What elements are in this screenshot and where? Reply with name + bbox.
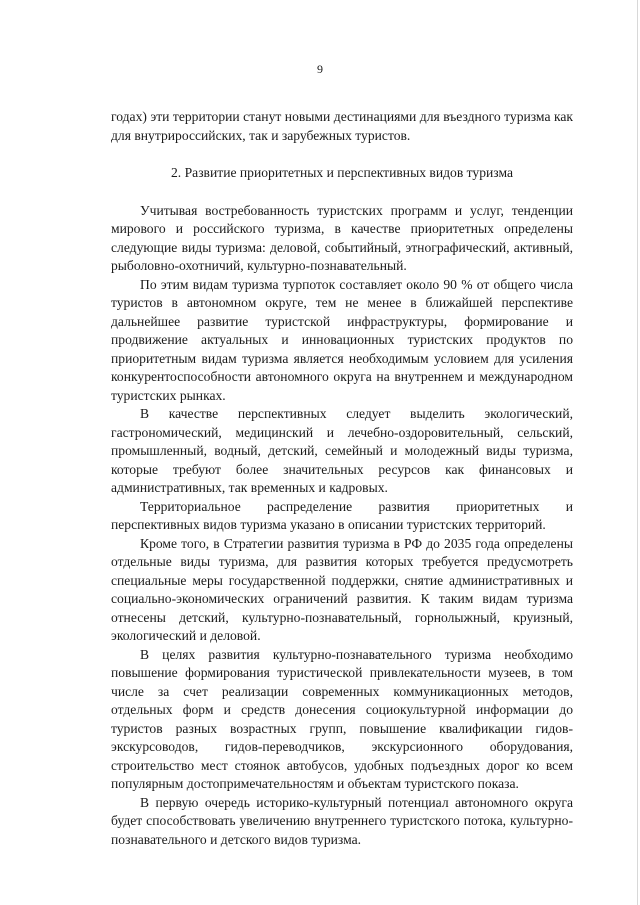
paragraph: Территориальное распределение развития приоритетных и перспективных видов туризма указано в описании туристских территорий. [111, 498, 573, 532]
document-body [111, 108, 573, 849]
paragraph-continuation: годах) эти территории станут новыми дестинациями для въездного туризма как для внутрироссийских, так и зарубежных туристов. [111, 109, 573, 143]
paragraph: В целях развития культурно-познавательного туризма необходимо повышение формирования туристической привлекательности музеев, в том числе за счет реализации современных коммуникационных методов, отдельных форм и средств донесения социокультурной информации до туристов разных возрастных групп, повышение квалификации гидов-экскурсоводов, гидов-переводчиков, экскурсионного оборудования, строительство мест стоянок автобусов, удобных подъездных дорог ко всем популярным достопримечательностям и объектам туристского показа. [111, 646, 573, 791]
paragraph: В первую очередь историко-культурный потенциал автономного округа будет способствовать увеличению внутреннего туристского потока, культурно-познавательного и детского видов туризма. [111, 794, 573, 847]
paragraph: В качестве перспективных следует выделить экологический, гастрономический, медицинский и лечебно-оздоровительный, сельский, промышленный, водный, детский, семейный и молодежный виды туризма, которые требуют более значительных ресурсов как финансовых и административных, так временных и кадровых. [111, 406, 573, 495]
paragraph: По этим видам туризма турпоток составляет около 90 % от общего числа туристов в автономном округе, тем не менее в ближайшей перспективе дальнейшее развитие туристской инфраструктуры, формирование и продвижение актуальных и инновационных туристских продуктов по приоритетным видам туризма является необходимым условием для усиления конкурентоспособности автономного округа на внутреннем и международном туристских рынках. [111, 276, 573, 403]
paragraph: Кроме того, в Стратегии развития туризма в РФ до 2035 года определены отдельные виды туризма, для развития которых требуется предусмотреть специальные меры государственной поддержки, снятие административных и социально-экономических ограничений развития. К таким видам туризма отнесены детский, культурно-познавательный, горнолыжный, круизный, экологический и деловой. [111, 535, 573, 643]
section-heading: 2. Развитие приоритетных и перспективных видов туризма [171, 165, 513, 180]
page-number: 9 [317, 62, 323, 76]
page-edge-line [637, 0, 638, 905]
paragraph: Учитывая востребованность туристских программ и услуг, тенденции мирового и российского туризма, в качестве приоритетных определены следующие виды туризма: деловой, событийный, этнографический, активный, рыболовно-охотничий, культурно-познавательный. [111, 202, 573, 273]
